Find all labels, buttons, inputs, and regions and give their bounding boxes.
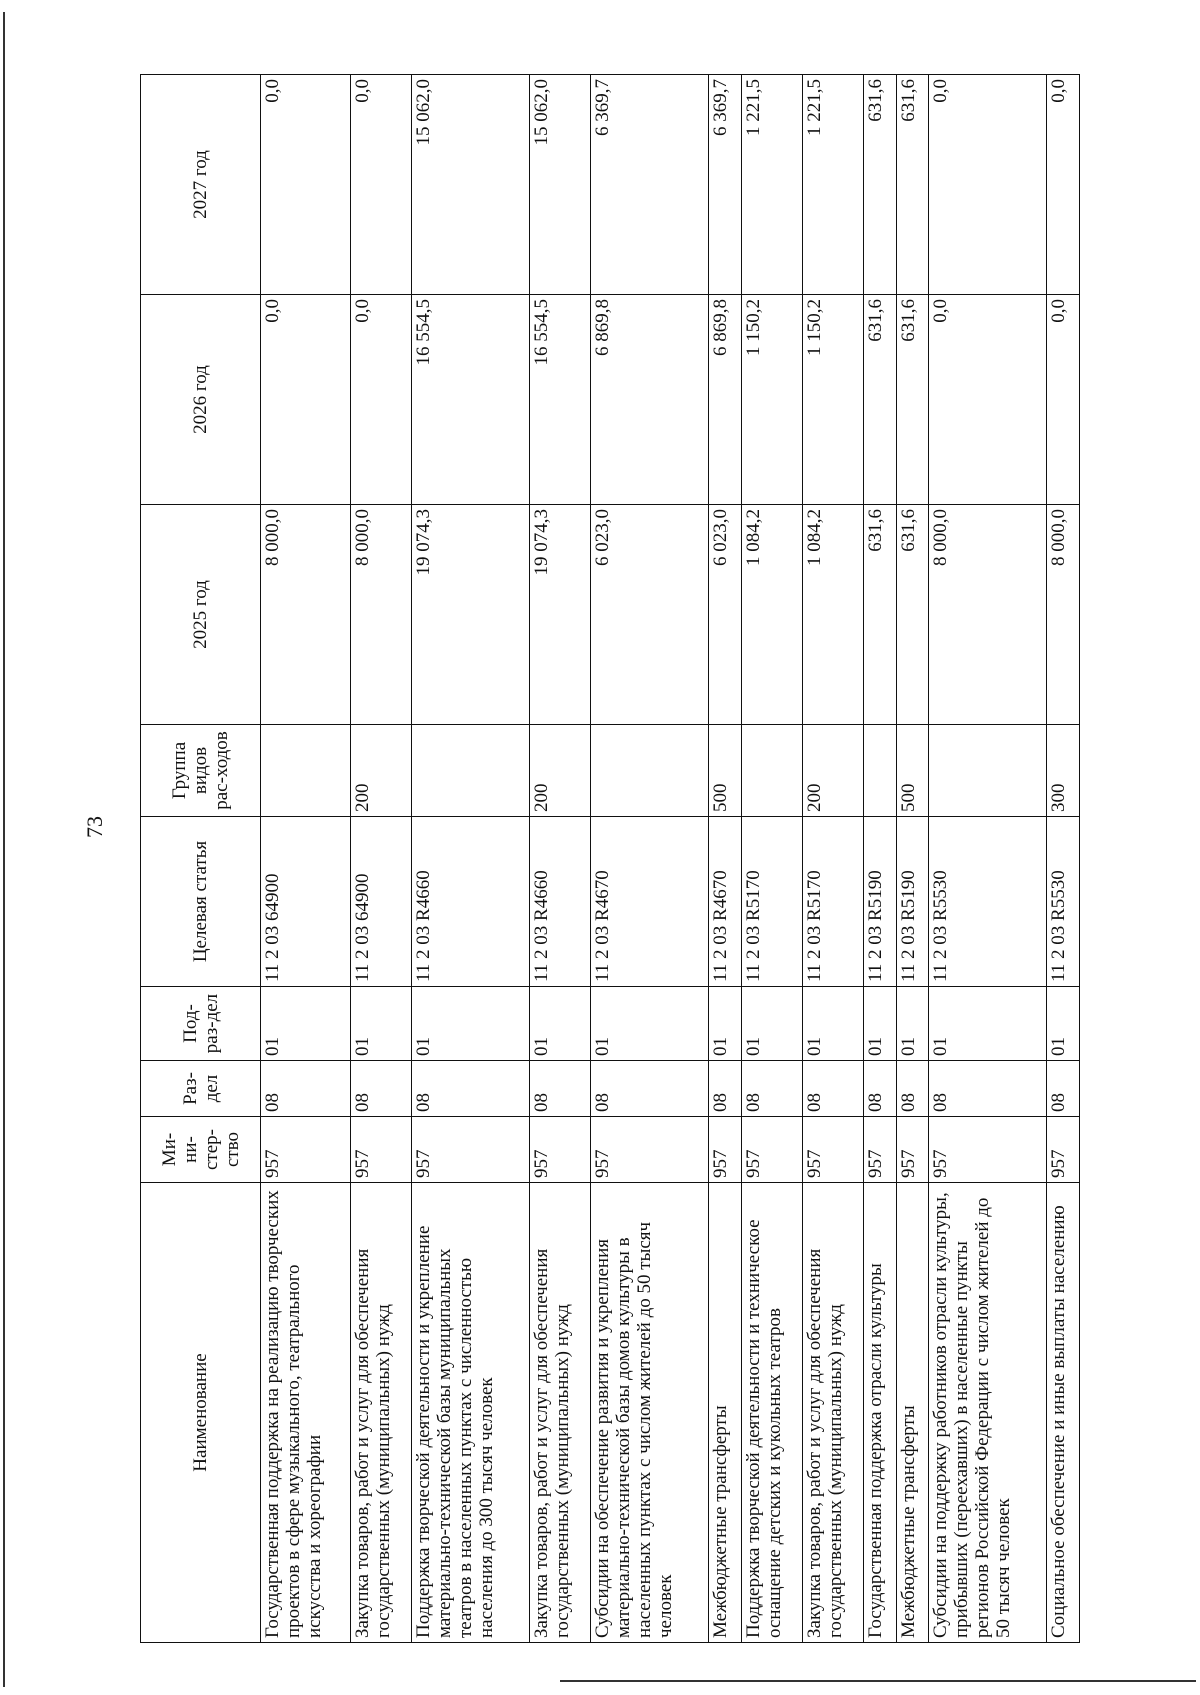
row-ministry: 957 [741,1117,802,1183]
row-2026: 16 554,5 [411,295,529,505]
table-row [896,75,929,1643]
header-2026: 2026 год [141,295,261,505]
header-group: Группа видов рас-ходов [141,725,261,817]
row-2025: 8 000,0 [350,505,411,725]
row-2025: 19 074,3 [411,505,529,725]
row-subsection: 01 [863,987,896,1061]
row-target: 11 2 03 64900 [261,817,351,987]
header-row [141,75,261,1643]
row-section: 08 [929,1061,1047,1117]
row-ministry: 957 [929,1117,1047,1183]
row-2025: 19 074,3 [529,505,590,725]
header-ministry: Ми-ни-стер-ство [141,1117,261,1183]
row-target: 11 2 03 R4670 [709,817,742,987]
row-2026: 0,0 [350,295,411,505]
row-section: 08 [896,1061,929,1117]
row-subsection: 01 [741,987,802,1061]
row-ministry: 957 [863,1117,896,1183]
row-target: 11 2 03 R4660 [529,817,590,987]
table-row [350,75,411,1643]
row-group [929,725,1047,817]
row-2026: 1 150,2 [741,295,802,505]
row-2027: 6 369,7 [709,75,742,295]
row-group [741,725,802,817]
row-name: Поддержка творческой деятельности и укрепление материально-технической базы муниципальных театров в населенных пунктах с численностью населения до 300 тысяч человек [411,1183,529,1643]
table-row [261,75,351,1643]
row-2026: 0,0 [261,295,351,505]
header-subsection: Под-раз-дел [141,987,261,1061]
row-subsection: 01 [591,987,709,1061]
row-section: 08 [350,1061,411,1117]
row-ministry: 957 [411,1117,529,1183]
row-2025: 8 000,0 [929,505,1047,725]
row-section: 08 [709,1061,742,1117]
row-section: 08 [261,1061,351,1117]
row-section: 08 [863,1061,896,1117]
table-row [1047,75,1080,1643]
row-2027: 6 369,7 [591,75,709,295]
row-2025: 1 084,2 [741,505,802,725]
header-target: Целевая статья [141,817,261,987]
row-name: Закупка товаров, работ и услуг для обеспечения государственных (муниципальных) нужд [529,1183,590,1643]
row-group: 300 [1047,725,1080,817]
row-ministry: 957 [1047,1117,1080,1183]
row-2025: 1 084,2 [802,505,863,725]
row-target: 11 2 03 R5170 [802,817,863,987]
row-name: Государственная поддержка на реализацию творческих проектов в сфере музыкального, театрального искусства и хореографии [261,1183,351,1643]
row-2027: 631,6 [863,75,896,295]
row-2027: 1 221,5 [741,75,802,295]
row-ministry: 957 [802,1117,863,1183]
row-2027: 15 062,0 [411,75,529,295]
row-2027: 0,0 [261,75,351,295]
row-section: 08 [529,1061,590,1117]
row-group: 500 [709,725,742,817]
row-subsection: 01 [896,987,929,1061]
row-2026: 0,0 [1047,295,1080,505]
row-name: Субсидии на обеспечение развития и укрепления материально-технической базы домов культуры в населенных пунктах с числом жителей до 50 тысяч человек [591,1183,709,1643]
table-row [411,75,529,1643]
row-2027: 631,6 [896,75,929,295]
row-target: 11 2 03 R4660 [411,817,529,987]
row-2026: 631,6 [863,295,896,505]
row-2027: 15 062,0 [529,75,590,295]
row-ministry: 957 [350,1117,411,1183]
row-2027: 1 221,5 [802,75,863,295]
row-group [591,725,709,817]
row-2025: 6 023,0 [591,505,709,725]
row-2026: 631,6 [896,295,929,505]
row-name: Межбюджетные трансферты [896,1183,929,1643]
header-section: Раз-дел [141,1061,261,1117]
row-name: Межбюджетные трансферты [709,1183,742,1643]
scan-bottom-line [560,1680,1196,1682]
row-subsection: 01 [529,987,590,1061]
row-2027: 0,0 [1047,75,1080,295]
row-subsection: 01 [411,987,529,1061]
row-section: 08 [591,1061,709,1117]
row-group [411,725,529,817]
rotated-budget-table [140,75,1080,1643]
row-name: Социальное обеспечение и иные выплаты населению [1047,1183,1080,1643]
table-row [802,75,863,1643]
table-row [529,75,590,1643]
row-ministry: 957 [529,1117,590,1183]
table-row [863,75,896,1643]
row-group: 200 [350,725,411,817]
row-name: Закупка товаров, работ и услуг для обеспечения государственных (муниципальных) нужд [350,1183,411,1643]
row-ministry: 957 [709,1117,742,1183]
row-subsection: 01 [709,987,742,1061]
row-2026: 16 554,5 [529,295,590,505]
row-group: 200 [802,725,863,817]
table-row [591,75,709,1643]
row-name: Субсидии на поддержку работников отрасли культуры, прибывших (переехавших) в населенные пункты регионов Российской Федерации с числом жителей до 50 тысяч человек [929,1183,1047,1643]
row-group: 200 [529,725,590,817]
budget-table [140,74,1080,1643]
row-target: 11 2 03 R5530 [929,817,1047,987]
row-2027: 0,0 [350,75,411,295]
row-ministry: 957 [896,1117,929,1183]
row-target: 11 2 03 R5530 [1047,817,1080,987]
row-subsection: 01 [802,987,863,1061]
row-2025: 8 000,0 [261,505,351,725]
row-target: 11 2 03 R5190 [896,817,929,987]
header-name: Наименование [141,1183,261,1643]
row-name: Государственная поддержка отрасли культуры [863,1183,896,1643]
header-2025: 2025 год [141,505,261,725]
row-subsection: 01 [929,987,1047,1061]
row-2026: 1 150,2 [802,295,863,505]
row-2025: 631,6 [863,505,896,725]
row-section: 08 [802,1061,863,1117]
row-2026: 0,0 [929,295,1047,505]
row-target: 11 2 03 64900 [350,817,411,987]
row-group: 500 [896,725,929,817]
row-group [863,725,896,817]
header-2027: 2027 год [141,75,261,295]
row-ministry: 957 [261,1117,351,1183]
row-ministry: 957 [591,1117,709,1183]
row-section: 08 [741,1061,802,1117]
row-2026: 6 869,8 [591,295,709,505]
row-subsection: 01 [350,987,411,1061]
table-row [929,75,1047,1643]
scan-margin-line [3,12,5,1687]
row-2025: 631,6 [896,505,929,725]
row-2026: 6 869,8 [709,295,742,505]
row-target: 11 2 03 R5170 [741,817,802,987]
row-name: Поддержка творческой деятельности и техническое оснащение детских и кукольных театров [741,1183,802,1643]
row-2027: 0,0 [929,75,1047,295]
table-row [709,75,742,1643]
row-section: 08 [411,1061,529,1117]
row-section: 08 [1047,1061,1080,1117]
row-subsection: 01 [261,987,351,1061]
row-target: 11 2 03 R4670 [591,817,709,987]
row-target: 11 2 03 R5190 [863,817,896,987]
row-group [261,725,351,817]
page-number: 73 [82,816,107,838]
row-2025: 6 023,0 [709,505,742,725]
row-name: Закупка товаров, работ и услуг для обеспечения государственных (муниципальных) нужд [802,1183,863,1643]
table-row [741,75,802,1643]
row-2025: 8 000,0 [1047,505,1080,725]
row-subsection: 01 [1047,987,1080,1061]
